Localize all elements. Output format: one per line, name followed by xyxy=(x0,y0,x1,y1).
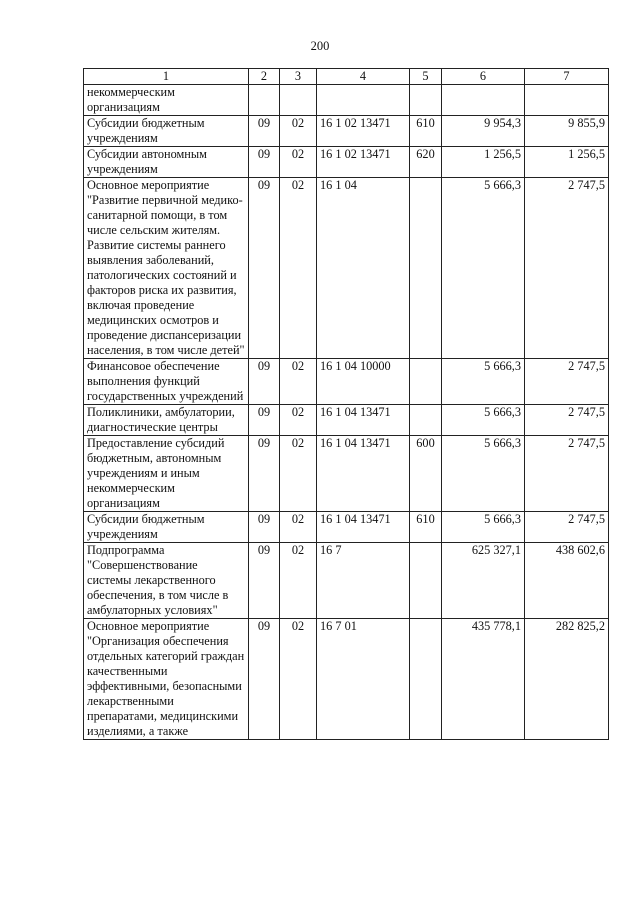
header-col-7: 7 xyxy=(525,69,609,85)
cell-amount-col6: 5 666,3 xyxy=(442,436,525,512)
cell-subsection: 02 xyxy=(280,543,317,619)
cell-section: 09 xyxy=(249,405,280,436)
cell-expense-type xyxy=(410,405,442,436)
cell-target-article: 16 7 xyxy=(317,543,410,619)
cell-subsection: 02 xyxy=(280,436,317,512)
cell-name: Подпрограмма "Совершенствование системы лекарственного обеспечения, в том числе в амбулаторных условиях" xyxy=(84,543,249,619)
table-row xyxy=(84,116,609,147)
cell-target-article: 16 1 02 13471 xyxy=(317,147,410,178)
cell-section: 09 xyxy=(249,359,280,405)
cell-expense-type xyxy=(410,178,442,359)
cell-target-article: 16 1 04 13471 xyxy=(317,512,410,543)
cell-amount-col7: 2 747,5 xyxy=(525,436,609,512)
cell-name: Субсидии бюджетным учреждениям xyxy=(84,512,249,543)
cell-section: 09 xyxy=(249,512,280,543)
table-row xyxy=(84,619,609,740)
cell-expense-type: 610 xyxy=(410,512,442,543)
header-row xyxy=(84,69,609,85)
cell-target-article: 16 1 02 13471 xyxy=(317,116,410,147)
cell-amount-col6: 625 327,1 xyxy=(442,543,525,619)
cell-name: Субсидии бюджетным учреждениям xyxy=(84,116,249,147)
cell-section: 09 xyxy=(249,436,280,512)
cell-expense-type: 620 xyxy=(410,147,442,178)
cell-section: 09 xyxy=(249,619,280,740)
cell-amount-col7: 2 747,5 xyxy=(525,512,609,543)
cell-subsection: 02 xyxy=(280,147,317,178)
cell-target-article: 16 1 04 13471 xyxy=(317,405,410,436)
cell-target-article xyxy=(317,85,410,116)
cell-amount-col7: 1 256,5 xyxy=(525,147,609,178)
cell-amount-col7: 438 602,6 xyxy=(525,543,609,619)
cell-name: Основное мероприятие "Организация обеспечения отдельных категорий граждан качественными эффективными, безопасными лекарственными препаратами, медицинскими изделиями, а также xyxy=(84,619,249,740)
cell-expense-type xyxy=(410,85,442,116)
header-col-2: 2 xyxy=(249,69,280,85)
cell-section: 09 xyxy=(249,116,280,147)
cell-subsection: 02 xyxy=(280,116,317,147)
cell-amount-col6: 5 666,3 xyxy=(442,178,525,359)
header-col-6: 6 xyxy=(442,69,525,85)
cell-name: некоммерческим организациям xyxy=(84,85,249,116)
header-col-1: 1 xyxy=(84,69,249,85)
cell-name: Поликлиники, амбулатории, диагностические центры xyxy=(84,405,249,436)
cell-target-article: 16 1 04 10000 xyxy=(317,359,410,405)
cell-subsection: 02 xyxy=(280,512,317,543)
header-col-5: 5 xyxy=(410,69,442,85)
cell-amount-col6: 1 256,5 xyxy=(442,147,525,178)
cell-amount-col7: 2 747,5 xyxy=(525,359,609,405)
cell-amount-col7 xyxy=(525,85,609,116)
cell-expense-type xyxy=(410,543,442,619)
table-row xyxy=(84,359,609,405)
header-col-3: 3 xyxy=(280,69,317,85)
cell-name: Финансовое обеспечение выполнения функций государственных учреждений xyxy=(84,359,249,405)
cell-expense-type xyxy=(410,359,442,405)
cell-amount-col7: 282 825,2 xyxy=(525,619,609,740)
header-col-4: 4 xyxy=(317,69,410,85)
cell-expense-type: 610 xyxy=(410,116,442,147)
cell-subsection: 02 xyxy=(280,405,317,436)
cell-name: Основное мероприятие "Развитие первичной медико-санитарной помощи, в том числе сельским жителям. Развитие системы раннего выявления заболеваний, патологических состояний и факторов риска их развития, включая проведение медицинских осмотров и проведение диспансеризации населения, в том числе детей" xyxy=(84,178,249,359)
cell-amount-col7: 2 747,5 xyxy=(525,405,609,436)
cell-expense-type: 600 xyxy=(410,436,442,512)
cell-section: 09 xyxy=(249,543,280,619)
cell-amount-col6: 5 666,3 xyxy=(442,359,525,405)
table-row xyxy=(84,147,609,178)
cell-subsection: 02 xyxy=(280,619,317,740)
cell-section: 09 xyxy=(249,147,280,178)
cell-target-article: 16 1 04 xyxy=(317,178,410,359)
cell-amount-col7: 9 855,9 xyxy=(525,116,609,147)
cell-amount-col7: 2 747,5 xyxy=(525,178,609,359)
cell-expense-type xyxy=(410,619,442,740)
cell-section xyxy=(249,85,280,116)
budget-table xyxy=(83,68,609,740)
table-row xyxy=(84,436,609,512)
table-row xyxy=(84,512,609,543)
cell-amount-col6: 9 954,3 xyxy=(442,116,525,147)
cell-amount-col6: 5 666,3 xyxy=(442,512,525,543)
table-row xyxy=(84,405,609,436)
cell-amount-col6: 5 666,3 xyxy=(442,405,525,436)
cell-subsection xyxy=(280,85,317,116)
cell-amount-col6 xyxy=(442,85,525,116)
cell-name: Субсидии автономным учреждениям xyxy=(84,147,249,178)
cell-target-article: 16 7 01 xyxy=(317,619,410,740)
cell-subsection: 02 xyxy=(280,178,317,359)
cell-amount-col6: 435 778,1 xyxy=(442,619,525,740)
cell-section: 09 xyxy=(249,178,280,359)
cell-subsection: 02 xyxy=(280,359,317,405)
page-number: 200 xyxy=(310,39,330,53)
table-row xyxy=(84,85,609,116)
cell-name: Предоставление субсидий бюджетным, автономным учреждениям и иным некоммерческим организациям xyxy=(84,436,249,512)
table-row xyxy=(84,543,609,619)
table-row xyxy=(84,178,609,359)
cell-target-article: 16 1 04 13471 xyxy=(317,436,410,512)
